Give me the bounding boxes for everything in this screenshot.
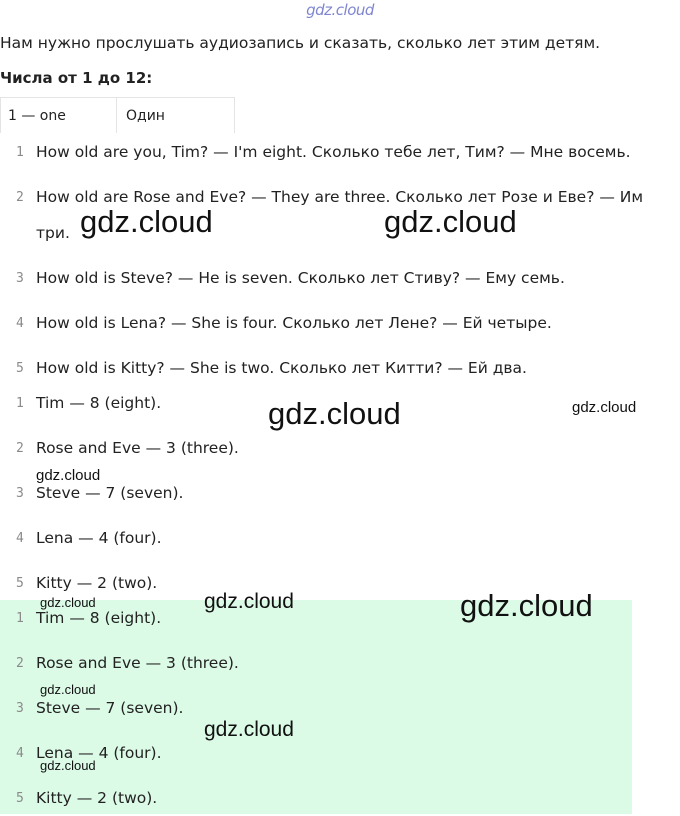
item-text: Lena — 4 (four). [36, 744, 162, 762]
watermark: gdz.cloud [204, 590, 294, 613]
watermark: gdz.cloud [460, 588, 593, 623]
watermark: gdz.cloud [40, 595, 96, 610]
item-number: 1 [16, 145, 24, 160]
item-number: 5 [16, 361, 24, 376]
watermark: gdz.cloud [36, 467, 101, 484]
task-intro: Нам нужно прослушать аудиозапись и сказать, сколько лет этим детям. [0, 34, 601, 52]
item-text: Tim — 8 (eight). [36, 609, 162, 627]
item-text: Kitty — 2 (two). [36, 574, 158, 592]
watermark: gdz.cloud [572, 399, 637, 416]
item-text: Lena — 4 (four). [36, 529, 162, 547]
item-number: 4 [16, 531, 24, 546]
item-number: 4 [16, 746, 24, 761]
watermark: gdz.cloud [40, 682, 96, 697]
item-text: How old are you, Tim? — I'm eight. Сколько тебе лет, Тим? — Мне восемь. [36, 143, 631, 161]
item-number: 2 [16, 656, 24, 671]
item-text: How old are Rose and Eve? — They are three. Сколько лет Розе и Еве? — Им три. [36, 188, 644, 242]
watermark: gdz.cloud [80, 204, 213, 239]
item-text: How old is Steve? — He is seven. Сколько лет Стиву? — Ему семь. [36, 269, 565, 287]
item-text: Kitty — 2 (two). [36, 789, 158, 807]
table-row [1, 98, 235, 134]
item-number: 5 [16, 576, 24, 591]
item-number: 2 [16, 190, 24, 205]
item-number: 3 [16, 271, 24, 286]
item-text: How old is Lena? — She is four. Сколько лет Лене? — Ей четыре. [36, 314, 552, 332]
item-number: 3 [16, 701, 24, 716]
watermark: gdz.cloud [268, 396, 401, 431]
item-number: 4 [16, 316, 24, 331]
numbers-title: Числа от 1 до 12: [0, 69, 153, 87]
item-number: 3 [16, 486, 24, 501]
table-cell: Один [117, 98, 235, 134]
item-number: 2 [16, 441, 24, 456]
item-text: How old is Kitty? — She is two. Сколько лет Китти? — Ей два. [36, 359, 527, 377]
numbers-table [0, 97, 235, 133]
item-number: 1 [16, 396, 24, 411]
item-text: Steve — 7 (seven). [36, 484, 184, 502]
item-text: Rose and Eve — 3 (three). [36, 654, 239, 672]
item-number: 1 [16, 611, 24, 626]
site-logo[interactable]: gdz.cloud [306, 1, 374, 19]
item-text: Steve — 7 (seven). [36, 699, 184, 717]
item-number: 5 [16, 791, 24, 806]
item-text: Rose and Eve — 3 (three). [36, 439, 239, 457]
watermark: gdz.cloud [384, 204, 517, 239]
watermark: gdz.cloud [40, 758, 96, 773]
item-text: Tim — 8 (eight). [36, 394, 162, 412]
watermark: gdz.cloud [204, 718, 294, 741]
table-cell: 1 — one [1, 98, 117, 134]
